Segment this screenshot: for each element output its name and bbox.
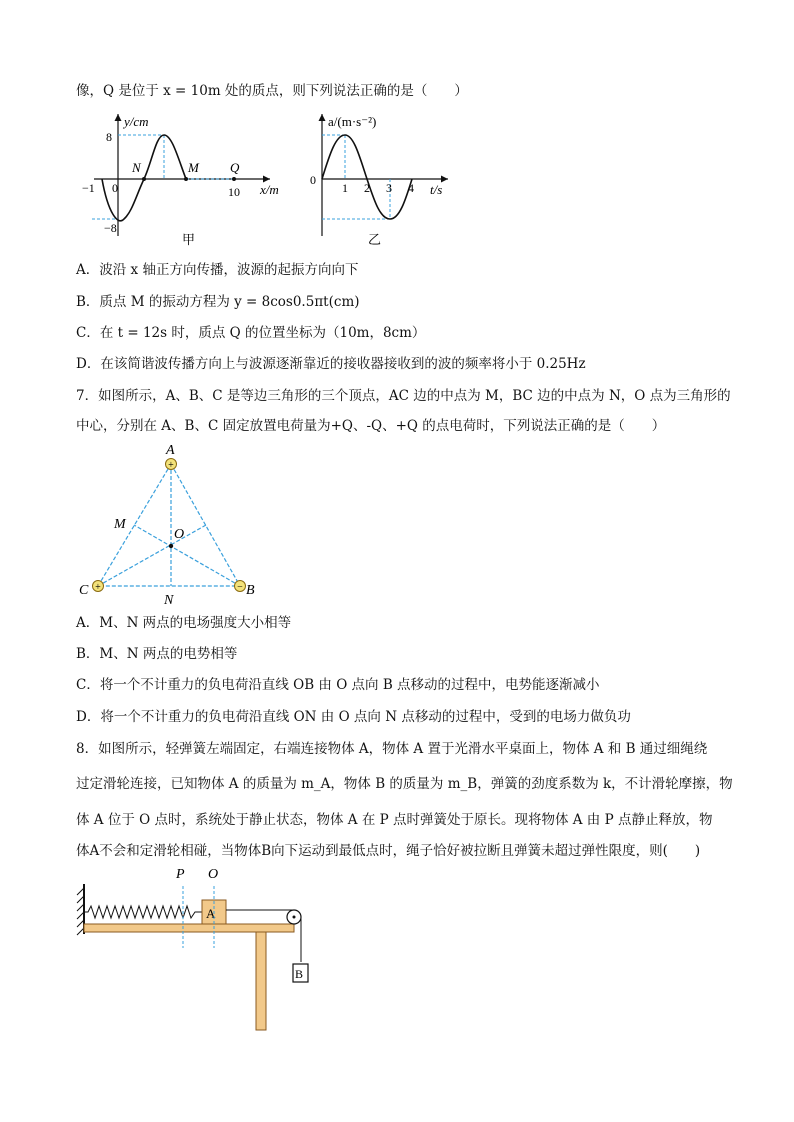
tri-label-C: C (79, 583, 89, 598)
charge-a-positive (166, 459, 177, 472)
spring (84, 906, 202, 918)
yi-a-label: a/(m·s⁻²) (328, 114, 377, 129)
jia-label-M: M (188, 160, 199, 175)
charge-b-negative (235, 581, 246, 594)
tri-label-N: N (164, 593, 174, 608)
q6-figure-jia (72, 108, 302, 248)
jia-tick-0: 0 (112, 181, 118, 195)
jia-tick-neg8: −8 (104, 221, 117, 235)
yi-tick-2: 2 (364, 181, 370, 195)
svg-text:−: − (237, 582, 243, 593)
jia-caption: 甲 (182, 232, 196, 247)
yi-t-label: t/s (430, 182, 443, 197)
q7-option-d: D．将一个不计重力的负电荷沿直线 ON 由 O 点向 N 点移动的过程中，受到的电场力做负功 (76, 709, 631, 725)
yi-wave-curve (322, 135, 412, 219)
q7-stem-line-1: 7．如图所示，A、B、C 是等边三角形的三个顶点，AC 边的中点为 M，BC 边的中点为 N，O 点为三角形的 (76, 388, 731, 404)
q7-option-b: B．M、N 两点的电势相等 (76, 646, 238, 662)
table-leg (256, 932, 266, 1030)
q6-stem-tail: 像，Q 是位于 x = 10m 处的质点，则下列说法正确的是（ ） (76, 83, 468, 99)
jia-label-N: N (132, 160, 141, 175)
q6-option-c: C．在 t = 12s 时，质点 Q 的位置坐标为（10m，8cm） (76, 325, 426, 341)
q7-option-c: C．将一个不计重力的负电荷沿直线 OB 由 O 点向 B 点移动的过程中，电势能逐渐减小 (76, 677, 600, 693)
q8-stem-line-1: 8．如图所示，轻弹簧左端固定，右端连接物体 A，物体 A 置于光滑水平桌面上，物体 A 和 B 通过细绳绕 (76, 741, 708, 757)
tri-label-B: B (246, 583, 255, 598)
q6-figure-yi (308, 108, 458, 248)
yi-tick-4: 4 (408, 181, 414, 195)
svg-text:+: + (168, 460, 174, 471)
q6-option-d: D．在该简谐波传播方向上与波源逐渐靠近的接收器接收到的波的频率将小于 0.25Hz (76, 356, 586, 372)
q7-stem-line-2: 中心，分别在 A、B、C 固定放置电荷量为+Q、-Q、+Q 的点电荷时，下列说法正确的是（ ） (76, 418, 666, 434)
label-P: P (176, 867, 185, 882)
q8-stem-line-3: 体 A 位于 O 点时，系统处于静止状态，物体 A 在 P 点时弹簧处于原长。现将物体 A 由 P 点静止释放，物 (76, 812, 713, 828)
q7-triangle-figure (76, 440, 266, 608)
yi-tick-1: 1 (342, 181, 348, 195)
q6-option-b: B．质点 M 的振动方程为 y = 8cos0.5πt(cm) (76, 294, 360, 310)
q8-stem-line-2: 过定滑轮连接，已知物体 A 的质量为 m_A，物体 B 的质量为 m_B，弹簧的劲度系数为 k，不计滑轮摩擦，物 (76, 776, 733, 792)
yi-caption: 乙 (368, 232, 382, 247)
q8-spring-pulley-figure (72, 862, 332, 1034)
q6-option-a: A．波沿 x 轴正方向传播，波源的起振方向向下 (76, 262, 359, 278)
q8-stem-line-4: 体A不会和定滑轮相碰，当物体B向下运动到最低点时，绳子恰好被拉断且弹簧未超过弹性限度，则( ) (76, 843, 701, 859)
tri-label-O: O (174, 527, 185, 542)
jia-tick-8: 8 (106, 130, 112, 144)
tri-label-A: A (166, 443, 175, 458)
jia-label-Q: Q (230, 160, 240, 175)
jia-x-label: x/m (260, 182, 279, 197)
svg-text:+: + (95, 582, 101, 593)
jia-y-label: y/cm (124, 114, 149, 129)
label-O: O (208, 867, 219, 882)
charge-c-positive (93, 581, 104, 594)
block-a-label: A (206, 906, 216, 921)
table-top (84, 924, 294, 932)
q7-option-a: A．M、N 两点的电场强度大小相等 (76, 615, 292, 631)
block-b-label: B (295, 967, 304, 981)
yi-tick-3: 3 (386, 181, 392, 195)
jia-tick-neg1: −1 (82, 181, 95, 195)
yi-tick-0: 0 (310, 173, 316, 187)
tri-label-M: M (114, 517, 126, 532)
jia-tick-10: 10 (228, 185, 240, 199)
